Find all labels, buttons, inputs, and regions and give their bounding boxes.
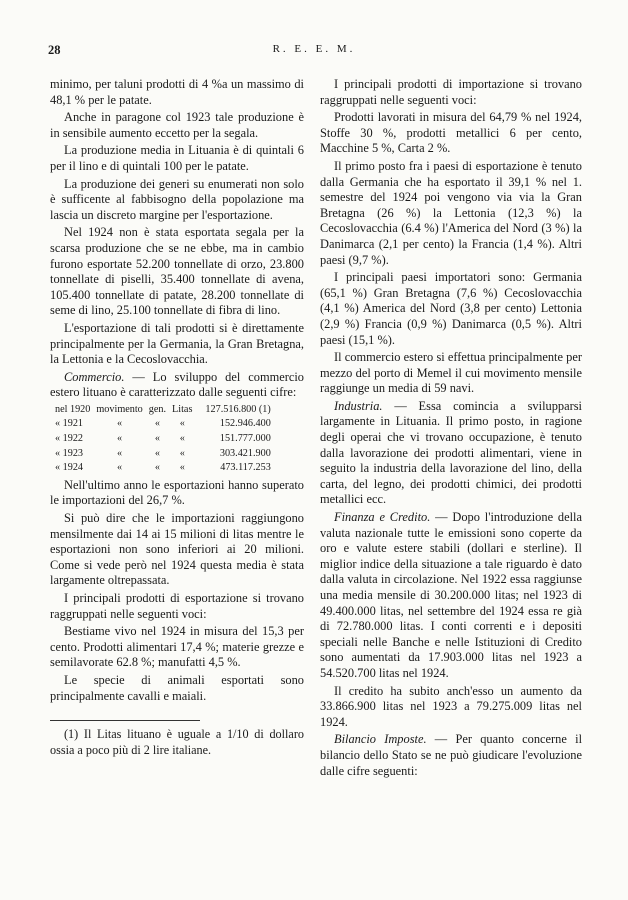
table-cell: «	[117, 447, 123, 459]
table-cell: 127.516.800 (1)	[205, 403, 271, 415]
paragraph: I principali paesi importatori sono: Germania (65,1 %) Gran Bretagna (7,6 %) Cecoslovacchia (4,1 %) America del Nord (3,8 per cento) Lettonia (2,9 %) Francia (0,9 %) Danimarca (0,5 %). Altri paesi (15,1 %).	[320, 270, 582, 347]
table-cell: «	[117, 462, 123, 474]
paragraph-text: — Dopo l'introduzione della valuta nazionale tutte le emissioni sono coperte da oro e valute estere stabili (dollari e sterline). Il miglior indice della situazione a tale riguardo è dato dalla valuta in circolazione. Nel 1922 essa raggiunse una media mensile di 30.200.000 litas; nel 1923 di 49.400.000 litas, nel settembre del 1924 essa re già di 72.780.000 litas. I conti correnti e i depositi speciali nelle Banche e nelle Istituzioni di Credito sono aumentati da 17.903.000 litas nel 1923 a 54.520.700 litas nel 1924.	[320, 510, 582, 680]
paragraph-bilancio	[320, 732, 582, 779]
paragraph: Nel 1924 non è stata esportata segala per la scarsa produzione che se ne ebbe, ma in cambio furono esportate 52.200 tonnellate di orzo, 23.800 tonnellate di piselli, 35.400 tonnellate di avena, 105.400 tonnellate di patate, 28.200 tonnellate di seme di lino, 25.100 tonnellate di fibra di lino.	[50, 225, 304, 318]
table-cell: « 1922	[55, 433, 84, 445]
paragraph: Si può dire che le importazioni raggiungono mensilmente dai 14 ai 15 milioni di litas mentre le esportazioni non sono inferiori ai 20 milioni. Come si vede però nel 1924 questa media è stata largamente oltrepassata.	[50, 511, 304, 588]
left-column	[50, 77, 304, 760]
table-cell: «	[179, 447, 185, 459]
paragraph: Il primo posto fra i paesi di esportazione è tenuto dalla Germania che ha esportato il 39,1 % nel 1. semestre del 1924 poi vengono via via la Gran Bretagna (26 %) la Lettonia (12,3 %) la Cecoslovacchia (6.4 %) l'America del Nord (3 %) la Danimarca (2,1 per cento) la Francia (1,4 %). Altri paesi (9,7 %).	[320, 158, 582, 267]
running-title: R. E. E. M.	[272, 43, 356, 55]
table-cell: gen.	[148, 403, 167, 415]
paragraph: Bestiame vivo nel 1924 in misura del 15,3 per cento. Prodotti alimentari 17,4 %; materie grezze e semilavorate 62.8 %; manufatti 4,5 %.	[50, 624, 304, 670]
table-cell: «	[179, 418, 185, 430]
table-row	[52, 432, 274, 447]
paragraph-text: — Essa comincia a svilupparsi largamente in Lituania. Il primo posto, in ragione degli operai che vi trovano occupazione, è tenuto dalla lavorazione dei prodotti alimentari, viene in seguito la industria della lavorazione del lino, della carta, del legno, dei prodotti chimici, dei prodotti metallici ecc.	[320, 398, 582, 507]
table-cell: 152.946.400	[219, 418, 271, 430]
footnote: (1) Il Litas lituano è uguale a 1/10 di dollaro ossia a poco più di 2 lire italiane.	[50, 727, 304, 757]
table-cell: «	[154, 462, 160, 474]
paragraph-text: — Lo sviluppo del commercio estero lituano è caratterizzato dalle seguenti cifre:	[50, 369, 304, 400]
table-cell: « 1921	[55, 418, 84, 430]
table-cell: «	[179, 433, 185, 445]
section-heading: Bilancio Imposte.	[334, 732, 427, 747]
table-cell: « 1923	[55, 447, 84, 459]
paragraph-text: — Per quanto concerne il bilancio dello Stato se ne può giudicare l'evoluzione dalle cifre seguenti:	[320, 732, 583, 778]
paragraph: Nell'ultimo anno le esportazioni hanno superato le importazioni del 26,7 %.	[50, 477, 304, 508]
table-cell: «	[117, 433, 123, 445]
paragraph: I principali prodotti di esportazione si trovano raggruppati nelle seguenti voci:	[50, 591, 304, 621]
table-cell: nel 1920	[55, 403, 91, 415]
table-cell: 303.421.900	[219, 447, 271, 459]
table-cell: Litas	[172, 403, 193, 415]
right-column	[320, 77, 582, 781]
table-row	[52, 447, 274, 462]
paragraph-finanza	[320, 510, 582, 682]
paragraph: La produzione media in Lituania è di quintali 6 per il lino e di quintali 100 per le patate.	[50, 143, 304, 173]
paragraph: Il credito ha subito anch'esso un aumento da 33.866.900 litas nel 1923 a 79.275.009 litas nel 1924.	[320, 683, 582, 729]
table-cell: «	[117, 418, 123, 430]
table-cell: «	[179, 462, 185, 474]
table-cell: «	[154, 447, 160, 459]
section-heading: Finanza e Credito.	[334, 510, 431, 525]
table-cell: «	[154, 418, 160, 430]
page-header	[0, 43, 628, 59]
paragraph-industria	[320, 399, 582, 508]
paragraph: Anche in paragone col 1923 tale produzione è in sensibile aumento eccetto per la segala.	[50, 110, 304, 140]
paragraph: Prodotti lavorati in misura del 64,79 % nel 1924, Stoffe 30 %, prodotti metallici 6 per cento, Macchine 5 %, Carta 2 %.	[320, 110, 582, 156]
table-row	[52, 461, 274, 476]
paragraph: I principali prodotti di importazione si trovano raggruppati nelle seguenti voci:	[320, 77, 582, 107]
table-cell: 473.117.253	[220, 462, 271, 474]
section-heading: Industria.	[334, 398, 383, 413]
table-cell: « 1924	[55, 462, 84, 474]
paragraph: L'esportazione di tali prodotti si è direttamente principalmente per la Germania, la Gran Bretagna, la Lettonia e la Cecoslovacchia.	[50, 320, 304, 367]
table-row	[52, 403, 274, 418]
table-cell: 151.777.000	[219, 433, 271, 445]
paragraph-commercio	[50, 370, 304, 401]
section-heading: Commercio.	[64, 369, 125, 384]
table-cell: movimento	[96, 403, 143, 415]
paragraph: Il commercio estero si effettua principalmente per mezzo del porto di Memel il cui movimento mensile raggiunge un media di 59 navi.	[320, 350, 582, 396]
paragraph: La produzione dei generi su enumerati non solo è sufficente al fabbisogno della popolazione ma lascia un discreto margine per l'esportazione.	[50, 176, 304, 222]
footnote-divider	[50, 720, 200, 721]
trade-table	[52, 403, 274, 476]
paragraph: minimo, per taluni prodotti di 4 %a un massimo di 48,1 % per le patate.	[50, 77, 304, 107]
paragraph: Le specie di animali esportati sono principalmente cavalli e maiali.	[50, 672, 304, 703]
page-number: 28	[48, 43, 61, 57]
table-cell: «	[154, 433, 160, 445]
table-row	[52, 417, 274, 432]
